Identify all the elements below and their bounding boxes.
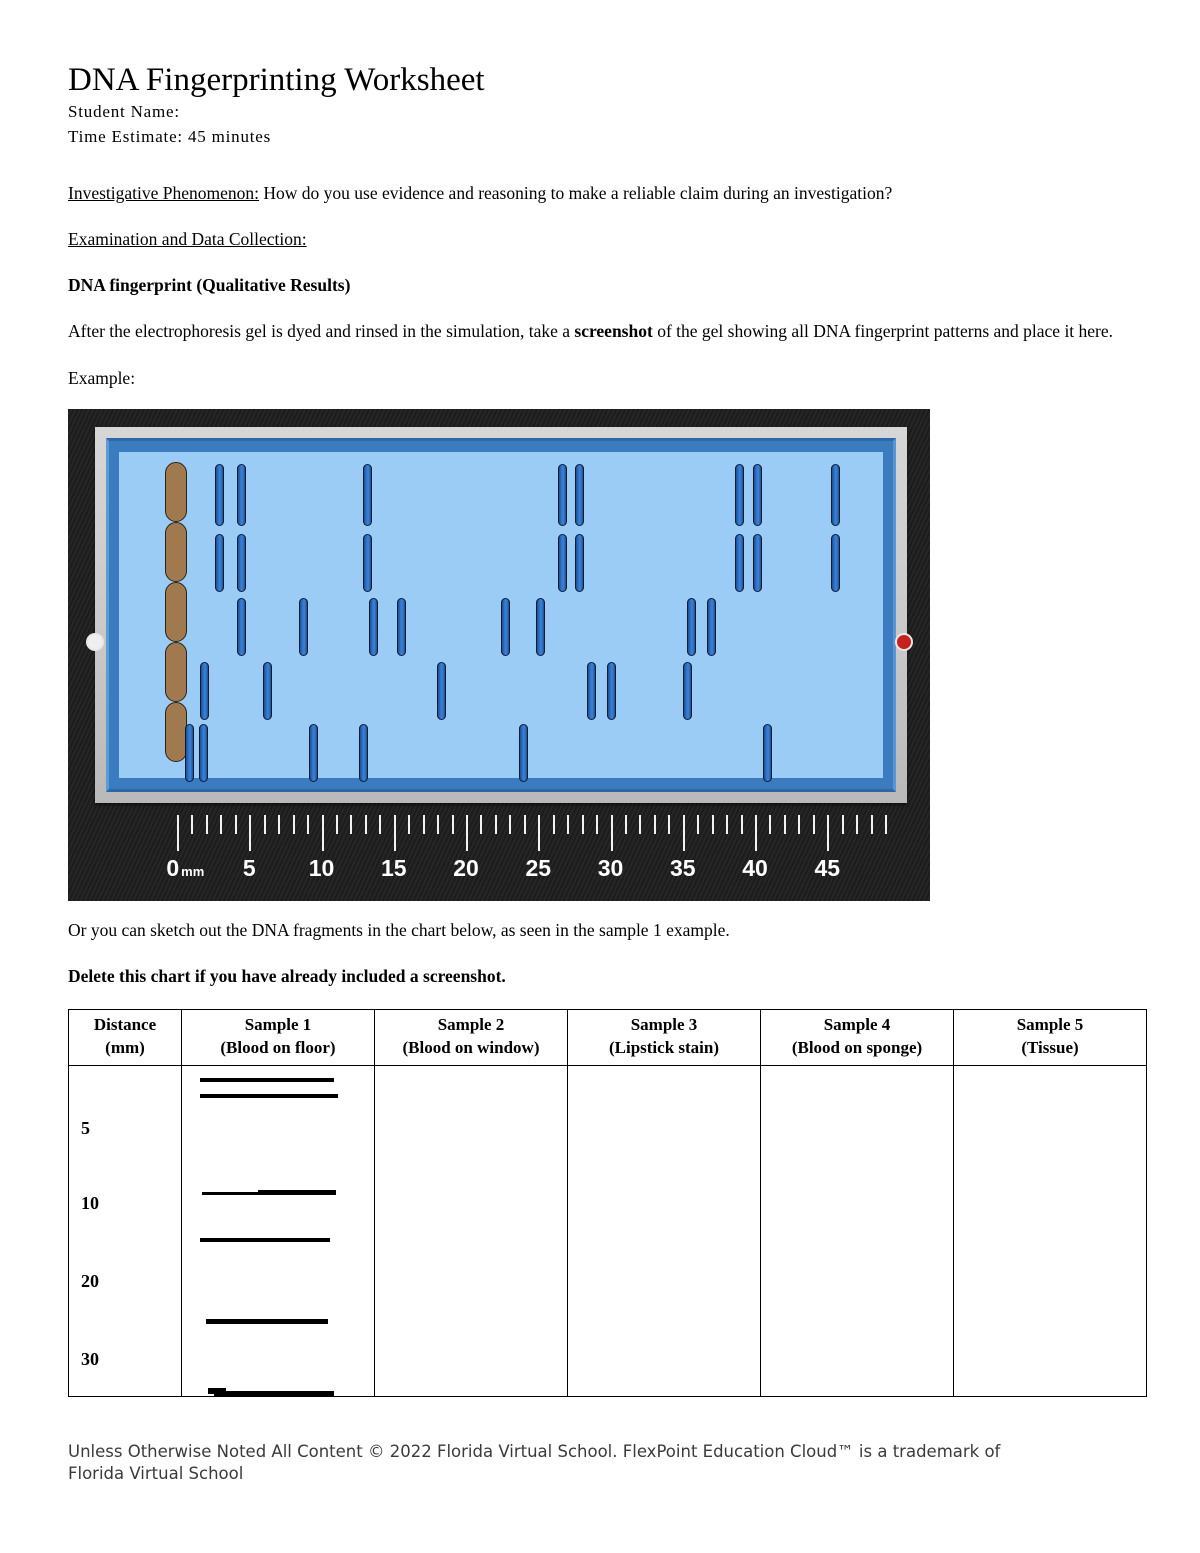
dna-band: [185, 724, 194, 782]
header-sample-2: [375, 1010, 568, 1066]
ruler-label-value: 40: [742, 854, 768, 881]
dna-band: [753, 534, 762, 592]
ruler-label-value: 45: [814, 854, 841, 881]
ruler-label: [166, 855, 204, 882]
distance-scale-label: 20: [81, 1271, 99, 1292]
ruler-label-value: 35: [669, 854, 696, 881]
ruler-tick-minor: [495, 815, 497, 834]
ruler-tick-minor: [726, 815, 728, 834]
distance-scale-label: 5: [81, 1118, 90, 1139]
sample-5-sketch-cell[interactable]: [954, 1066, 1147, 1397]
ruler-unit-label: mm: [181, 863, 205, 879]
dna-band: [299, 598, 308, 656]
ruler-tick-minor: [654, 815, 656, 834]
dna-band: [359, 724, 368, 782]
ruler-tick-minor: [307, 815, 309, 834]
header-sample-4-line1: Sample 4: [823, 1015, 891, 1035]
ruler-tick-minor: [712, 815, 714, 834]
dna-band: [237, 464, 246, 526]
dna-band: [735, 464, 744, 526]
ruler-tick-minor: [509, 815, 511, 834]
ruler-tick-major: [611, 815, 613, 851]
ruler-tick-minor: [365, 815, 367, 834]
gel-well: [165, 702, 187, 762]
ruler-tick-minor: [596, 815, 598, 834]
ruler-tick-minor: [191, 815, 193, 834]
ruler-tick-minor: [553, 815, 555, 834]
dna-band: [831, 534, 840, 592]
ruler-tick-major: [177, 815, 179, 851]
header-sample-1: [182, 1010, 375, 1066]
ruler-label-value: 25: [525, 854, 552, 881]
dna-band: [536, 598, 545, 656]
dna-band: [363, 534, 372, 592]
dna-band: [558, 464, 567, 526]
ruler-tick-minor: [293, 815, 295, 834]
gel-well: [165, 582, 187, 642]
ruler-label: [525, 855, 551, 882]
dna-band: [735, 534, 744, 592]
ruler-tick-minor: [220, 815, 222, 834]
header-sample-5-line1: Sample 5: [1016, 1015, 1084, 1035]
ruler-tick-minor: [437, 815, 439, 834]
dna-band: [763, 724, 772, 782]
dna-band: [363, 464, 372, 526]
ruler-label: [598, 855, 624, 882]
ruler-tick-minor: [278, 815, 280, 834]
ruler-label: [814, 855, 840, 882]
phenomenon-label: Investigative Phenomenon:: [68, 182, 260, 203]
ruler-tick-minor: [798, 815, 800, 834]
positive-electrode-icon: [895, 633, 913, 651]
table-header-row: [69, 1010, 1147, 1066]
ruler-tick-minor: [452, 815, 454, 834]
dna-band: [575, 534, 584, 592]
header-sample-3: [568, 1010, 761, 1066]
header-sample-2-line2: (Blood on window): [402, 1038, 540, 1058]
ruler-tick-minor: [480, 815, 482, 834]
header-distance-line1: Distance: [93, 1015, 157, 1035]
ruler-tick-minor: [784, 815, 786, 834]
ruler-tick-minor: [697, 815, 699, 834]
dna-band: [263, 662, 272, 720]
ruler-tick-minor: [408, 815, 410, 834]
ruler-label-value: 0: [166, 854, 180, 881]
ruler-tick-major: [827, 815, 829, 851]
instruction-bold-word: screenshot: [574, 321, 653, 342]
dna-band: [753, 464, 762, 526]
dna-band: [707, 598, 716, 656]
ruler-tick-minor: [567, 815, 569, 834]
dna-band: [519, 724, 528, 782]
screenshot-instruction-paragraph: [68, 318, 1123, 344]
sketch-band-line: [258, 1190, 336, 1194]
header-sample-4: [761, 1010, 954, 1066]
header-sample-3-line2: (Lipstick stain): [608, 1038, 720, 1058]
dna-band: [587, 662, 596, 720]
dna-band: [369, 598, 378, 656]
ruler-tick-major: [322, 815, 324, 851]
header-sample-4-line2: (Blood on sponge): [791, 1038, 923, 1058]
dna-band: [683, 662, 692, 720]
dna-band: [309, 724, 318, 782]
ruler-tick-minor: [856, 815, 858, 834]
header-sample-1-line1: Sample 1: [244, 1015, 312, 1035]
header-sample-5-line2: (Tissue): [1021, 1038, 1079, 1058]
ruler-tick-minor: [379, 815, 381, 834]
header-sample-3-line1: Sample 3: [630, 1015, 698, 1035]
examination-heading: [68, 226, 1123, 252]
ruler-tick-minor: [423, 815, 425, 834]
header-sample-5: [954, 1010, 1147, 1066]
ruler-tick-minor: [350, 815, 352, 834]
dna-band: [437, 662, 446, 720]
sketch-instruction-paragraph: Or you can sketch out the DNA fragments in the chart below, as seen in the sample 1 example.: [68, 919, 730, 940]
sample-3-sketch-cell[interactable]: [568, 1066, 761, 1397]
footer-line-2: Florida Virtual School: [68, 1464, 244, 1484]
sketch-band-line: [206, 1319, 328, 1324]
dna-band: [200, 662, 209, 720]
ruler-tick-minor: [741, 815, 743, 834]
ruler-tick-major: [538, 815, 540, 851]
ruler-label: [309, 855, 335, 882]
dna-band: [237, 598, 246, 656]
examination-heading-text: Examination and Data Collection:: [68, 228, 307, 249]
ruler-tick-major: [466, 815, 468, 851]
qualitative-results-heading: DNA fingerprint (Qualitative Results): [68, 275, 351, 296]
instruction-text-part2: of the gel showing all DNA fingerprint patterns and place it here.: [652, 321, 1114, 342]
ruler-label: [243, 855, 256, 882]
dna-band: [215, 464, 224, 526]
dna-band: [558, 534, 567, 592]
ruler-label: [742, 855, 768, 882]
gel-ruler: [95, 811, 907, 897]
spacer: [68, 150, 1123, 180]
data-table-container: [68, 1009, 1123, 1370]
ruler-tick-minor: [264, 815, 266, 834]
ruler-label: [381, 855, 407, 882]
ruler-tick-minor: [235, 815, 237, 834]
sample-2-sketch-cell[interactable]: [375, 1066, 568, 1397]
dna-band: [575, 464, 584, 526]
header-distance: [69, 1010, 182, 1066]
ruler-tick-major: [394, 815, 396, 851]
sample-4-sketch-cell[interactable]: [761, 1066, 954, 1397]
example-label: Example:: [68, 367, 136, 388]
ruler-tick-major: [249, 815, 251, 851]
investigative-phenomenon-paragraph: [68, 180, 1123, 206]
gel-well: [165, 642, 187, 702]
header-distance-line2: (mm): [105, 1038, 145, 1058]
ruler-tick-minor: [668, 815, 670, 834]
ruler-tick-minor: [582, 815, 584, 834]
ruler-tick-minor: [524, 815, 526, 834]
dna-band: [215, 534, 224, 592]
ruler-label-value: 20: [453, 854, 479, 881]
page-footer: [68, 1441, 1128, 1486]
time-estimate-label: Time Estimate: 45 minutes: [68, 126, 272, 146]
gel-frame: [95, 427, 907, 803]
ruler-tick-minor: [625, 815, 627, 834]
footer-line-1: Unless Otherwise Noted All Content © 2022 Florida Virtual School. FlexPoint Education Cloud™ is a trademark of: [68, 1442, 1001, 1461]
gel-well: [165, 522, 187, 582]
ruler-tick-minor: [813, 815, 815, 834]
student-name-label: Student Name:: [68, 102, 180, 122]
ruler-tick-minor: [842, 815, 844, 834]
gel-well: [165, 462, 187, 522]
ruler-label-value: 30: [597, 854, 624, 881]
ruler-tick-minor: [769, 815, 771, 834]
gel-bed: [119, 452, 883, 778]
phenomenon-text: How do you use evidence and reasoning to make a reliable claim during an investigation?: [263, 182, 893, 203]
dna-band: [831, 464, 840, 526]
delete-chart-instruction: Delete this chart if you have already included a screenshot.: [68, 966, 506, 987]
gel-electrophoresis-image: [68, 409, 930, 901]
dna-band: [607, 662, 616, 720]
document-content: [68, 62, 1123, 1370]
ruler-label: [453, 855, 479, 882]
gel-bevel: [106, 438, 896, 792]
ruler-label: [670, 855, 696, 882]
ruler-label-value: 15: [380, 854, 407, 881]
distance-scale-cell: [69, 1066, 182, 1397]
sketch-band-line: [214, 1391, 334, 1396]
sketch-band-line: [200, 1238, 330, 1242]
table-row: [69, 1066, 1147, 1397]
ruler-tick-minor: [639, 815, 641, 834]
distance-scale-label: 10: [81, 1193, 99, 1214]
header-sample-1-line2: (Blood on floor): [220, 1038, 336, 1058]
ruler-tick-minor: [206, 815, 208, 834]
ruler-label-value: 5: [242, 854, 256, 881]
dna-band: [501, 598, 510, 656]
ruler-label-value: 10: [308, 854, 335, 881]
distance-scale-label: 30: [81, 1349, 99, 1370]
dna-fragment-table: [68, 1009, 1147, 1397]
dna-band: [237, 534, 246, 592]
negative-electrode-icon: [86, 633, 104, 651]
dna-band: [687, 598, 696, 656]
sketch-band-line: [200, 1094, 338, 1098]
sample-1-sketch-cell[interactable]: [182, 1066, 375, 1397]
ruler-tick-minor: [336, 815, 338, 834]
ruler-tick-major: [755, 815, 757, 851]
ruler-tick-minor: [885, 815, 887, 834]
dna-band: [199, 724, 208, 782]
sketch-band-line: [200, 1078, 334, 1082]
dna-band: [397, 598, 406, 656]
ruler-tick-minor: [871, 815, 873, 834]
instruction-text-part1: After the electrophoresis gel is dyed and rinsed in the simulation, take a: [68, 321, 575, 342]
ruler-tick-major: [683, 815, 685, 851]
header-sample-2-line1: Sample 2: [437, 1015, 505, 1035]
page-title: DNA Fingerprinting Worksheet: [68, 62, 485, 98]
